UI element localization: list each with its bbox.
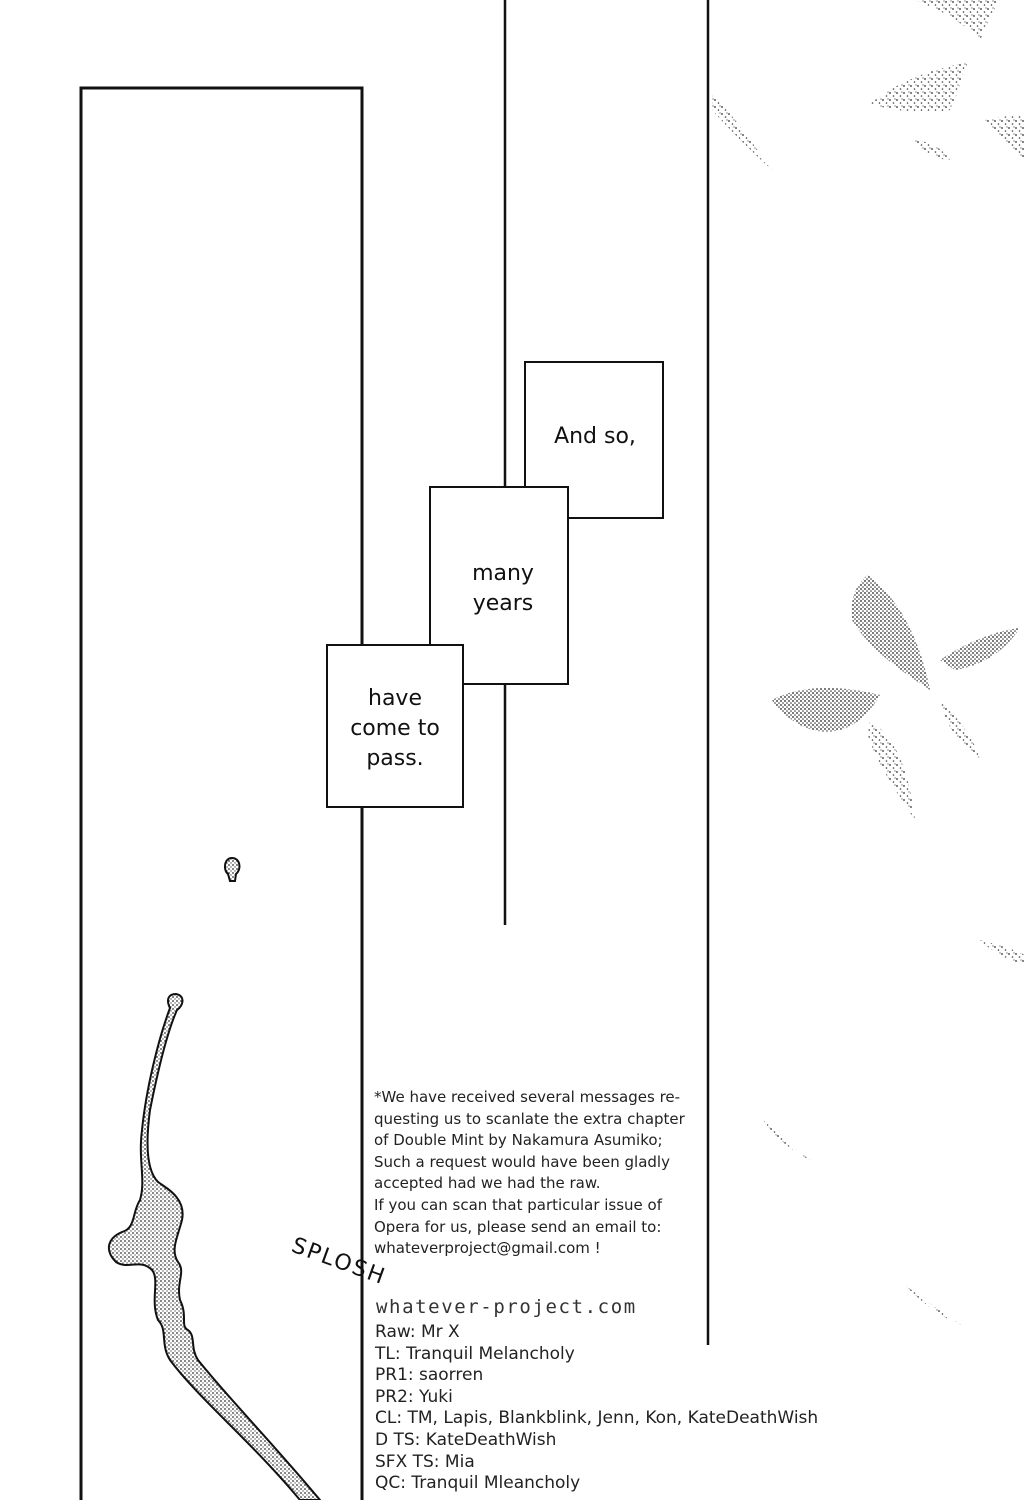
caption-line: come to <box>350 716 440 741</box>
site-name: whatever-project.com <box>376 1296 637 1318</box>
notice-line: Opera for us, please send an email to: <box>374 1217 662 1236</box>
caption-line: many <box>472 561 534 586</box>
caption-box-2 <box>433 559 573 619</box>
notice-line: Such a request would have been gladly <box>374 1152 670 1171</box>
sfx-text: SPLOSH <box>288 1233 390 1291</box>
scanlation-notice <box>374 1087 704 1260</box>
credit-line: PR2: Yuki <box>375 1386 453 1407</box>
notice-line: *We have received several messages re- <box>374 1088 681 1106</box>
caption-box-3 <box>325 684 465 774</box>
sfx-splosh <box>276 1228 390 1338</box>
caption-line: years <box>472 591 534 616</box>
credits-list <box>375 1322 818 1495</box>
caption-line: have <box>368 686 422 711</box>
caption-box-1 <box>525 422 665 452</box>
credit-line: CL: TM, Lapis, Blankblink, Jenn, Kon, KateDeathWish <box>375 1408 819 1429</box>
notice-line: If you can scan that particular issue of <box>374 1195 663 1214</box>
notice-line: questing us to scanlate the extra chapter <box>374 1109 685 1128</box>
notice-line: whateverproject@gmail.com ! <box>374 1239 601 1258</box>
credit-line: SFX TS: Mia <box>375 1451 475 1472</box>
credit-line: D TS: KateDeathWish <box>375 1429 557 1450</box>
leaves <box>712 0 1025 1325</box>
notice-line: accepted had we had the raw. <box>374 1174 601 1193</box>
credit-line: TL: Tranquil Melancholy <box>375 1343 575 1364</box>
caption-line: And so, <box>554 424 636 449</box>
notice-line: of Double Mint by Nakamura Asumiko; <box>374 1131 663 1150</box>
credit-line: Raw: Mr X <box>375 1322 460 1342</box>
credit-line: PR1: saorren <box>375 1365 484 1386</box>
credit-line: QC: Tranquil Mleancholy <box>375 1473 581 1494</box>
droplet <box>225 858 240 881</box>
caption-line: pass. <box>366 746 424 771</box>
